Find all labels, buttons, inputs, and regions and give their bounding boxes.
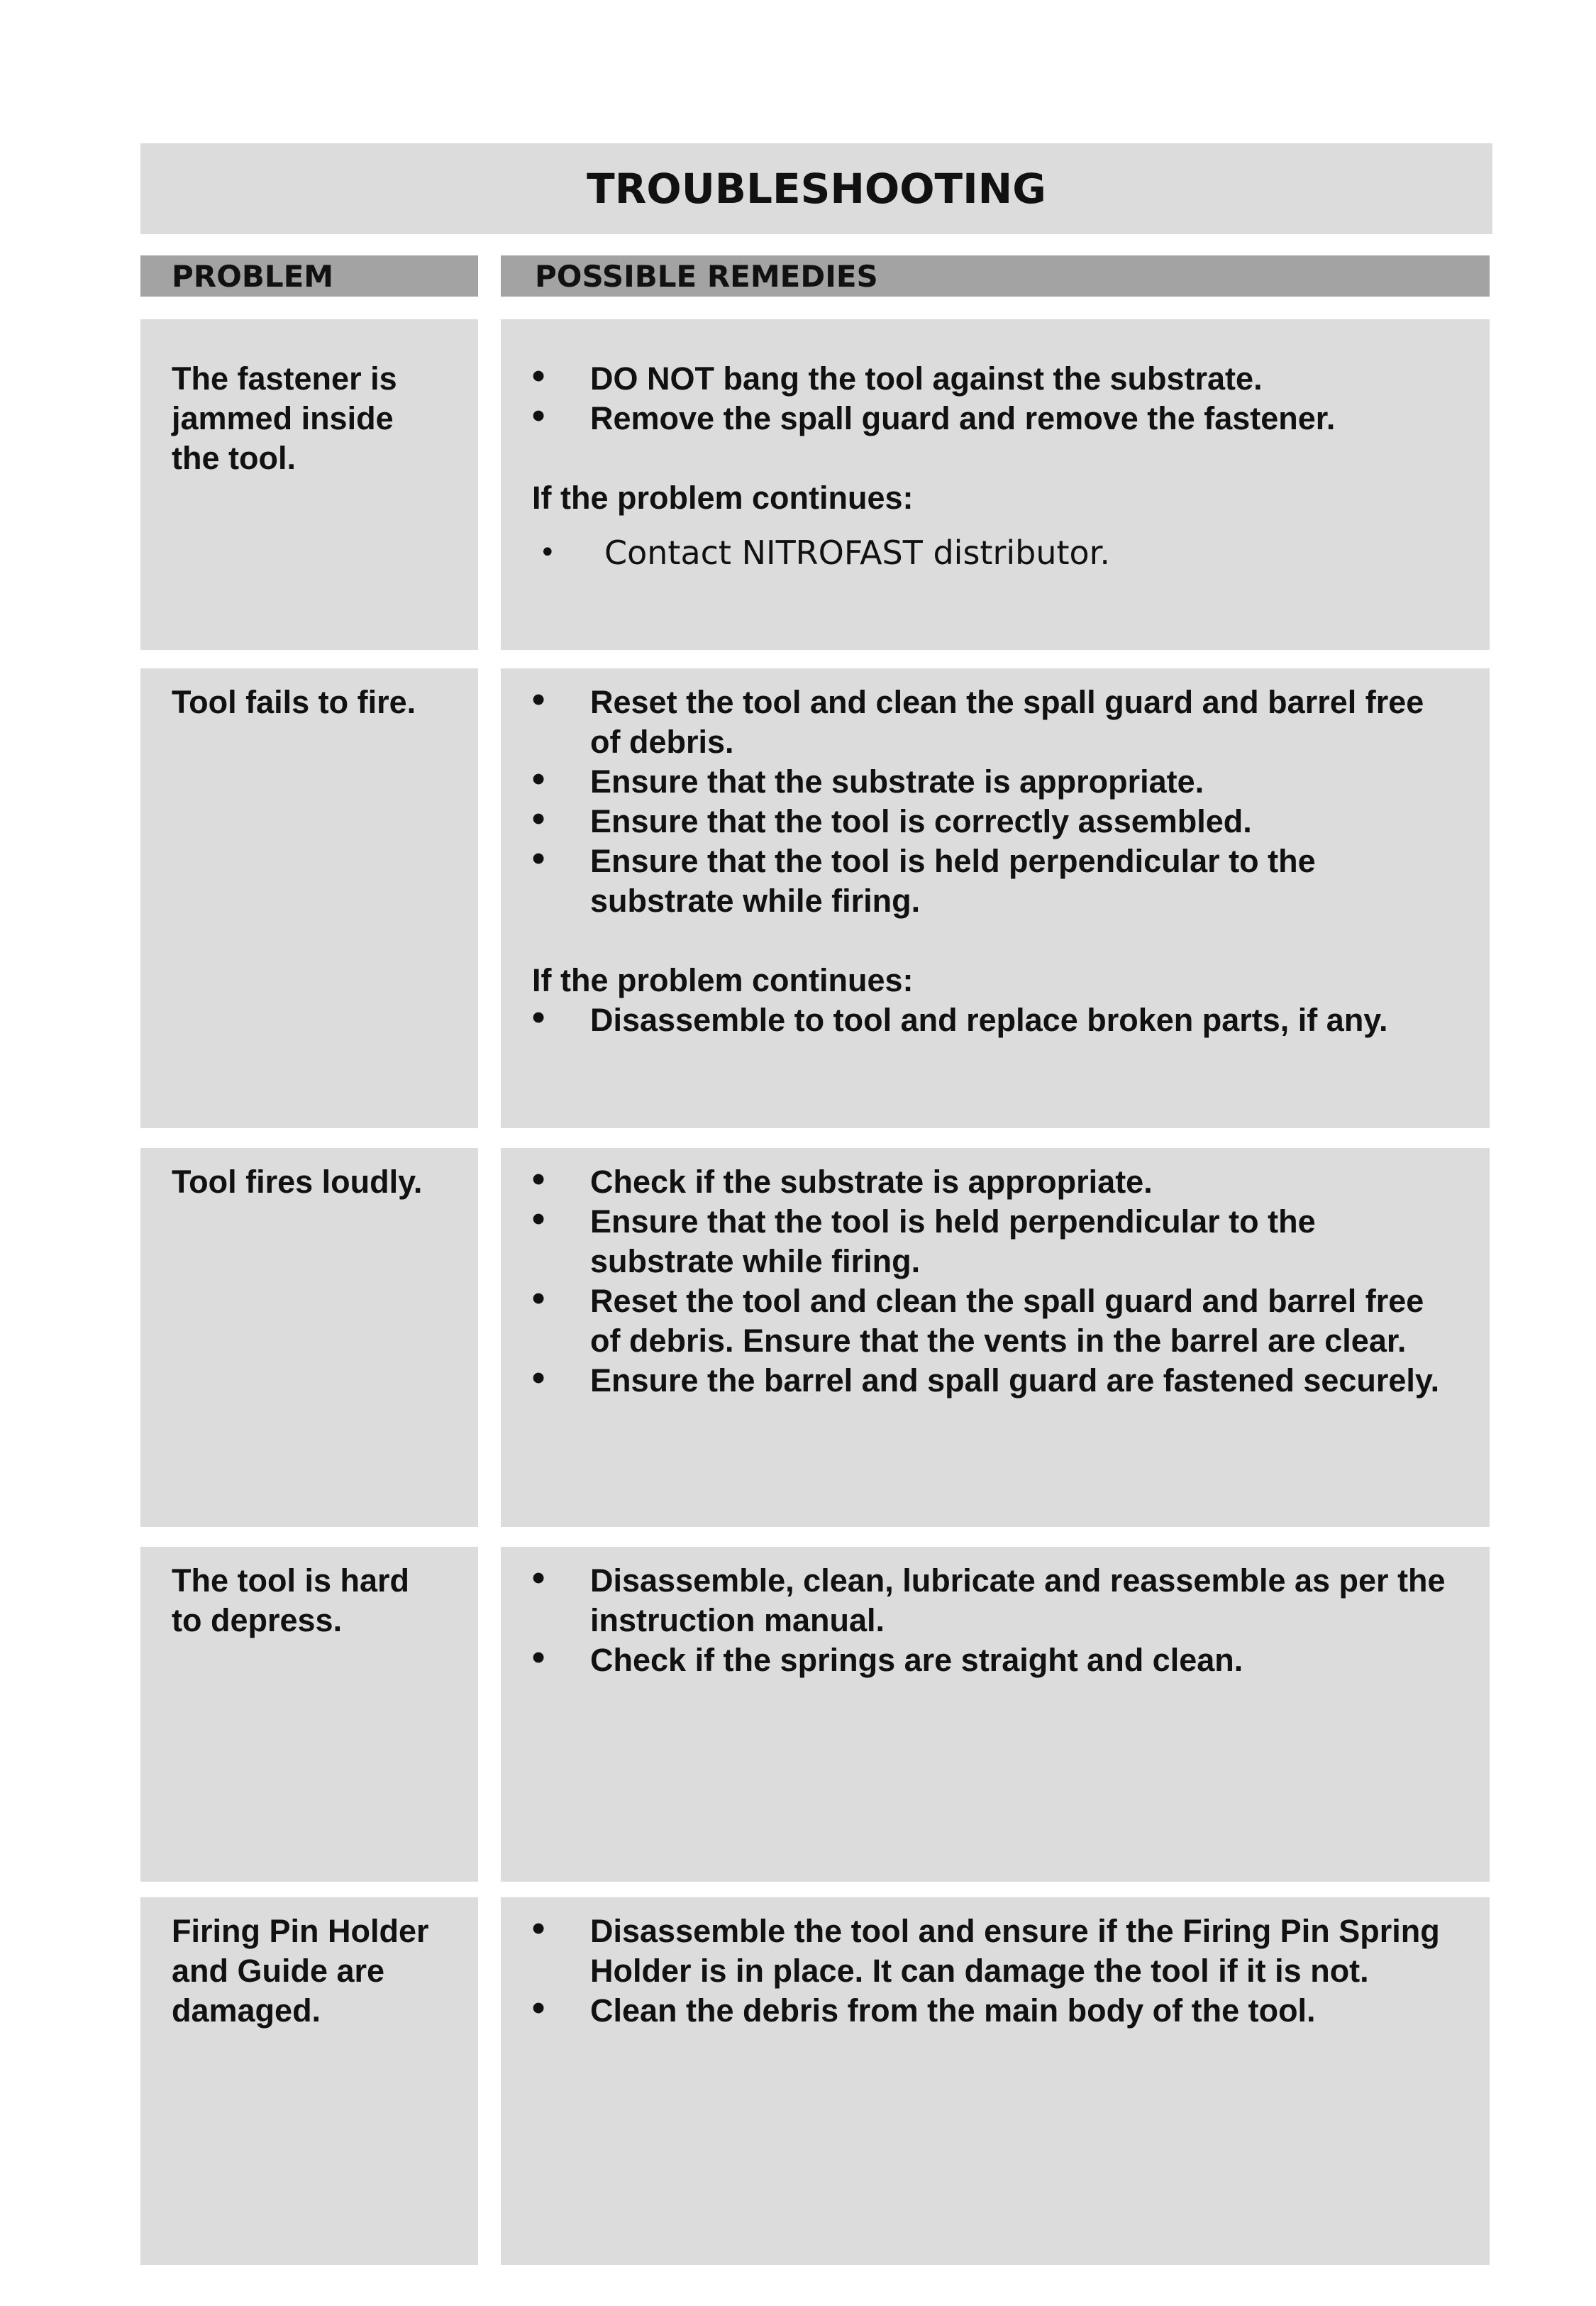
- list-item: • Ensure that the tool is held perpendicular to the substrate while firing.: [532, 842, 1461, 921]
- problem-text: The tool is hard to depress.: [172, 1562, 410, 1638]
- problem-cell: [140, 668, 478, 1128]
- list-item: • Remove the spall guard and remove the fastener.: [532, 399, 1461, 438]
- list-item: • Reset the tool and clean the spall guard and barrel free of debris.: [532, 683, 1461, 762]
- problem-text: The fastener is jammed inside the tool.: [172, 360, 397, 476]
- list-item: • Ensure that the tool is held perpendicular to the substrate while firing.: [532, 1202, 1461, 1281]
- list-item: • DO NOT bang the tool against the substrate.: [532, 359, 1461, 399]
- continues-list: [532, 1000, 1461, 1040]
- list-item: • Ensure that the substrate is appropriate.: [532, 762, 1461, 802]
- list-item: • Clean the debris from the main body of the tool.: [532, 1991, 1461, 2031]
- continues-label: If the problem continues:: [532, 962, 914, 998]
- problem-cell: [140, 1547, 478, 1882]
- list-item: • Disassemble to tool and replace broken parts, if any.: [532, 1000, 1461, 1040]
- title-bar: [140, 143, 1492, 234]
- remedies-list: [532, 1162, 1461, 1401]
- problem-cell: [140, 319, 478, 650]
- remedies-list: [532, 1561, 1461, 1680]
- remedies-cell: [501, 1148, 1490, 1527]
- problem-column-header: PROBLEM: [140, 255, 478, 297]
- problem-text: Tool fires loudly.: [172, 1164, 423, 1200]
- list-item: • Disassemble, clean, lubricate and reassemble as per the instruction manual.: [532, 1561, 1461, 1640]
- list-item: • Disassemble the tool and ensure if the Firing Pin Spring Holder is in place. It can damage the tool if it is not.: [532, 1911, 1461, 1991]
- list-item: • Ensure that the tool is correctly assembled.: [532, 802, 1461, 842]
- remedies-cell: [501, 319, 1490, 650]
- remedies-cell: [501, 1547, 1490, 1882]
- list-item: • Reset the tool and clean the spall guard and barrel free of debris. Ensure that the vents in the barrel are clear.: [532, 1281, 1461, 1361]
- problem-cell: [140, 1148, 478, 1527]
- list-item: • Check if the substrate is appropriate.: [532, 1162, 1461, 1202]
- problem-cell: [140, 1897, 478, 2265]
- list-item: • Ensure the barrel and spall guard are fastened securely.: [532, 1361, 1461, 1401]
- list-item: • Check if the springs are straight and clean.: [532, 1640, 1461, 1680]
- page-title: TROUBLESHOOTING: [587, 165, 1046, 213]
- list-item: • Contact NITROFAST distributor.: [532, 532, 1461, 573]
- remedies-list: [532, 1911, 1461, 2031]
- remedies-list: [532, 683, 1461, 921]
- continues-label: If the problem continues:: [532, 480, 914, 516]
- remedies-list: [532, 359, 1461, 438]
- problem-text: Tool fails to fire.: [172, 684, 416, 720]
- remedies-cell: [501, 668, 1490, 1128]
- remedies-cell: [501, 1897, 1490, 2265]
- problem-text: Firing Pin Holder and Guide are damaged.: [172, 1913, 429, 2029]
- remedies-column-header: POSSIBLE REMEDIES: [501, 255, 1490, 297]
